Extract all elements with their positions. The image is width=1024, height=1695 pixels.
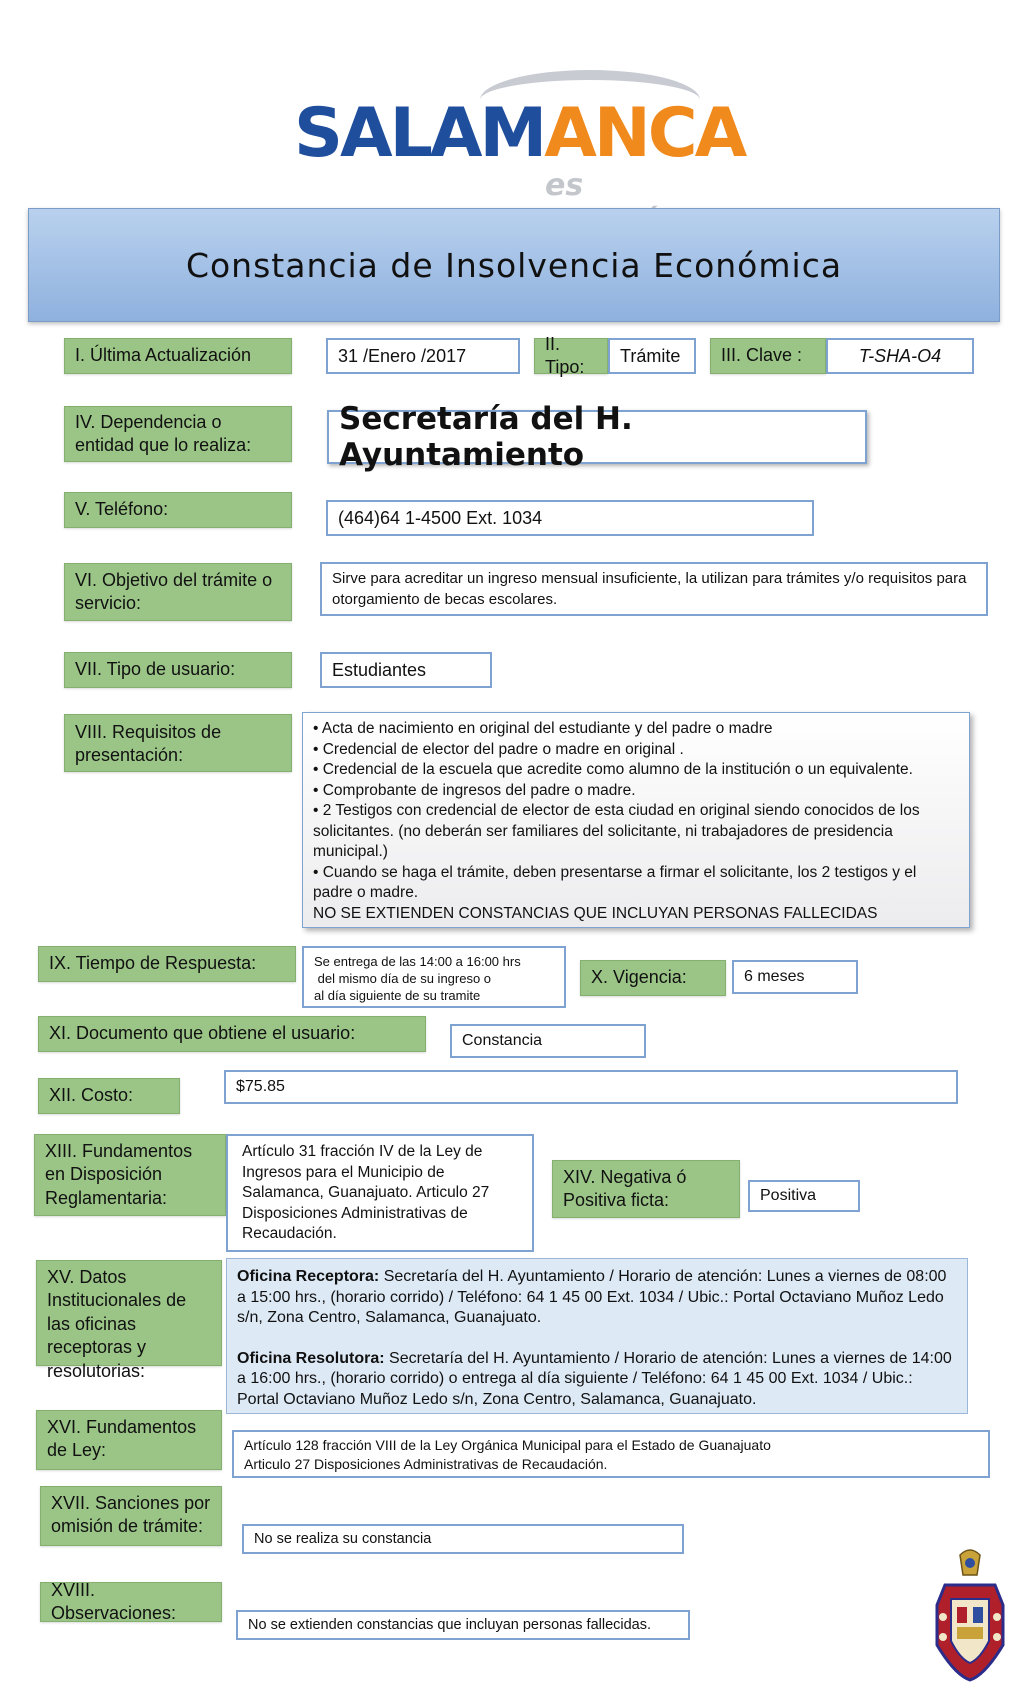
label-fundamentos-disposicion: XIII. Fundamentos en Disposición Reglamentaria:	[34, 1134, 226, 1216]
logo-wordmark: SALAMANCA	[294, 94, 745, 173]
label-fundamentos-ley: XVI. Fundamentos de Ley:	[36, 1410, 222, 1470]
datos-institucionales-box	[226, 1258, 968, 1414]
oficina-resolutora-text: Secretaría del H. Ayuntamiento / Horario de atención: Lunes a viernes de 14:00 a 16:00 hrs., (horario corrido) o entrega al día siguiente / Teléfono: 64 1 45 00 Ext. 1034 / Ubic.: Portal Octaviano Muñoz Ledo s/n, Zona Centro, Salamanca, Guanajuato.	[237, 1349, 952, 1408]
logo-tagline: es	[545, 168, 584, 203]
requisito-item: • Cuando se haga el trámite, deben presentarse a firmar el solicitante, los 2 testigos y el padre o madre.	[313, 863, 917, 901]
fundamento-ley-line: Articulo 27 Disposiciones Administrativas de Recaudación.	[244, 1456, 608, 1472]
label-sanciones: XVII. Sanciones por omisión de trámite:	[40, 1486, 222, 1546]
value-fundamentos-disposicion: Artículo 31 fracción IV de la Ley de Ingresos para el Municipio de Salamanca, Guanajuato. Articulo 27 Disposiciones Administrativas de Recaudación.	[226, 1134, 534, 1252]
requisitos-box	[302, 712, 970, 928]
label-usuario: VII. Tipo de usuario:	[64, 652, 292, 688]
label-negativa: XIV. Negativa ó Positiva ficta:	[552, 1160, 740, 1218]
oficina-receptora-title: Oficina Receptora:	[237, 1268, 380, 1285]
label-objetivo: VI. Objetivo del trámite o servicio:	[64, 563, 292, 621]
page-title: Constancia de Insolvencia Económica	[185, 245, 843, 285]
label-actualizacion: I. Última Actualización	[64, 338, 292, 374]
label-vigencia: X. Vigencia:	[580, 960, 726, 996]
oficina-receptora-text: Secretaría del H. Ayuntamiento / Horario de atención: Lunes a viernes de 08:00 a 15:00 hrs., (horario corrido) / Teléfono: 64 1 45 00 Ext. 1034 / Ubic.: Portal Octaviano Muñoz Ledo s/n, Zona Centro, Salamanca, Guanajuato.	[237, 1268, 947, 1326]
value-observaciones: No se extienden constancias que incluyan personas fallecidas.	[236, 1610, 690, 1640]
value-sanciones: No se realiza su constancia	[242, 1524, 684, 1554]
tiempo-line: del mismo día de su ingreso o	[314, 971, 492, 986]
tiempo-line: Se entrega de las 14:00 a 16:00 hrs	[314, 954, 521, 969]
requisito-item: • Comprobante de ingresos del padre o madre.	[313, 781, 636, 799]
oficina-resolutora-title: Oficina Resolutora:	[237, 1349, 385, 1367]
value-documento: Constancia	[450, 1024, 646, 1058]
value-objetivo: Sirve para acreditar un ingreso mensual insuficiente, la utilizan para trámites y/o requisitos para otorgamiento de becas escolares.	[320, 562, 988, 616]
value-clave: T-SHA-O4	[826, 338, 974, 374]
requisito-item: • Credencial de la escuela que acredite como alumno de la institución o un equivalente.	[313, 761, 913, 778]
label-costo: XII. Costo:	[38, 1078, 180, 1114]
label-requisitos: VIII. Requisitos de presentación:	[64, 714, 292, 772]
value-vigencia: 6 meses	[732, 960, 858, 994]
value-costo: $75.85	[224, 1070, 958, 1104]
title-banner	[28, 208, 1000, 322]
label-tipo: II. Tipo:	[534, 338, 608, 374]
fundamento-ley-line: Artículo 128 fracción VIII de la Ley Orgánica Municipal para el Estado de Guanajuato	[244, 1437, 771, 1453]
label-dependencia: IV. Dependencia o entidad que lo realiza:	[64, 406, 292, 462]
requisito-item: • Credencial de elector del padre o madre en original .	[313, 740, 684, 758]
value-fundamentos-ley	[232, 1430, 990, 1478]
label-documento: XI. Documento que obtiene el usuario:	[38, 1016, 426, 1052]
value-tiempo	[302, 946, 566, 1008]
value-dependencia: Secretaría del H. Ayuntamiento	[327, 410, 867, 464]
label-telefono: V. Teléfono:	[64, 492, 292, 528]
value-usuario: Estudiantes	[320, 652, 492, 688]
label-tiempo: IX. Tiempo de Respuesta:	[38, 946, 296, 982]
label-datos-institucionales: XV. Datos Institucionales de las oficinas receptoras y resolutorias:	[36, 1260, 222, 1366]
label-clave: III. Clave :	[710, 338, 826, 374]
requisito-item: • Acta de nacimiento en original del estudiante y del padre o madre	[313, 720, 773, 737]
value-actualizacion: 31 /Enero /2017	[326, 338, 520, 374]
requisito-note: NO SE EXTIENDEN CONSTANCIAS QUE INCLUYAN PERSONAS FALLECIDAS	[313, 904, 878, 922]
tiempo-line: al día siguiente de su tramite	[314, 988, 481, 1003]
municipal-crest-icon	[925, 1545, 1015, 1685]
requisito-item: • 2 Testigos con credencial de elector de esta ciudad en original siendo conocidos de los solicitantes. (no deberán ser familiares del solicitante, ni trabajadores de presidencia municipal.)	[313, 802, 920, 860]
label-observaciones: XVIII. Observaciones:	[40, 1582, 222, 1622]
value-tipo: Trámite	[608, 338, 696, 374]
salamanca-logo	[290, 70, 745, 210]
value-telefono: (464)64 1-4500 Ext. 1034	[326, 500, 814, 536]
value-negativa: Positiva	[748, 1180, 860, 1212]
